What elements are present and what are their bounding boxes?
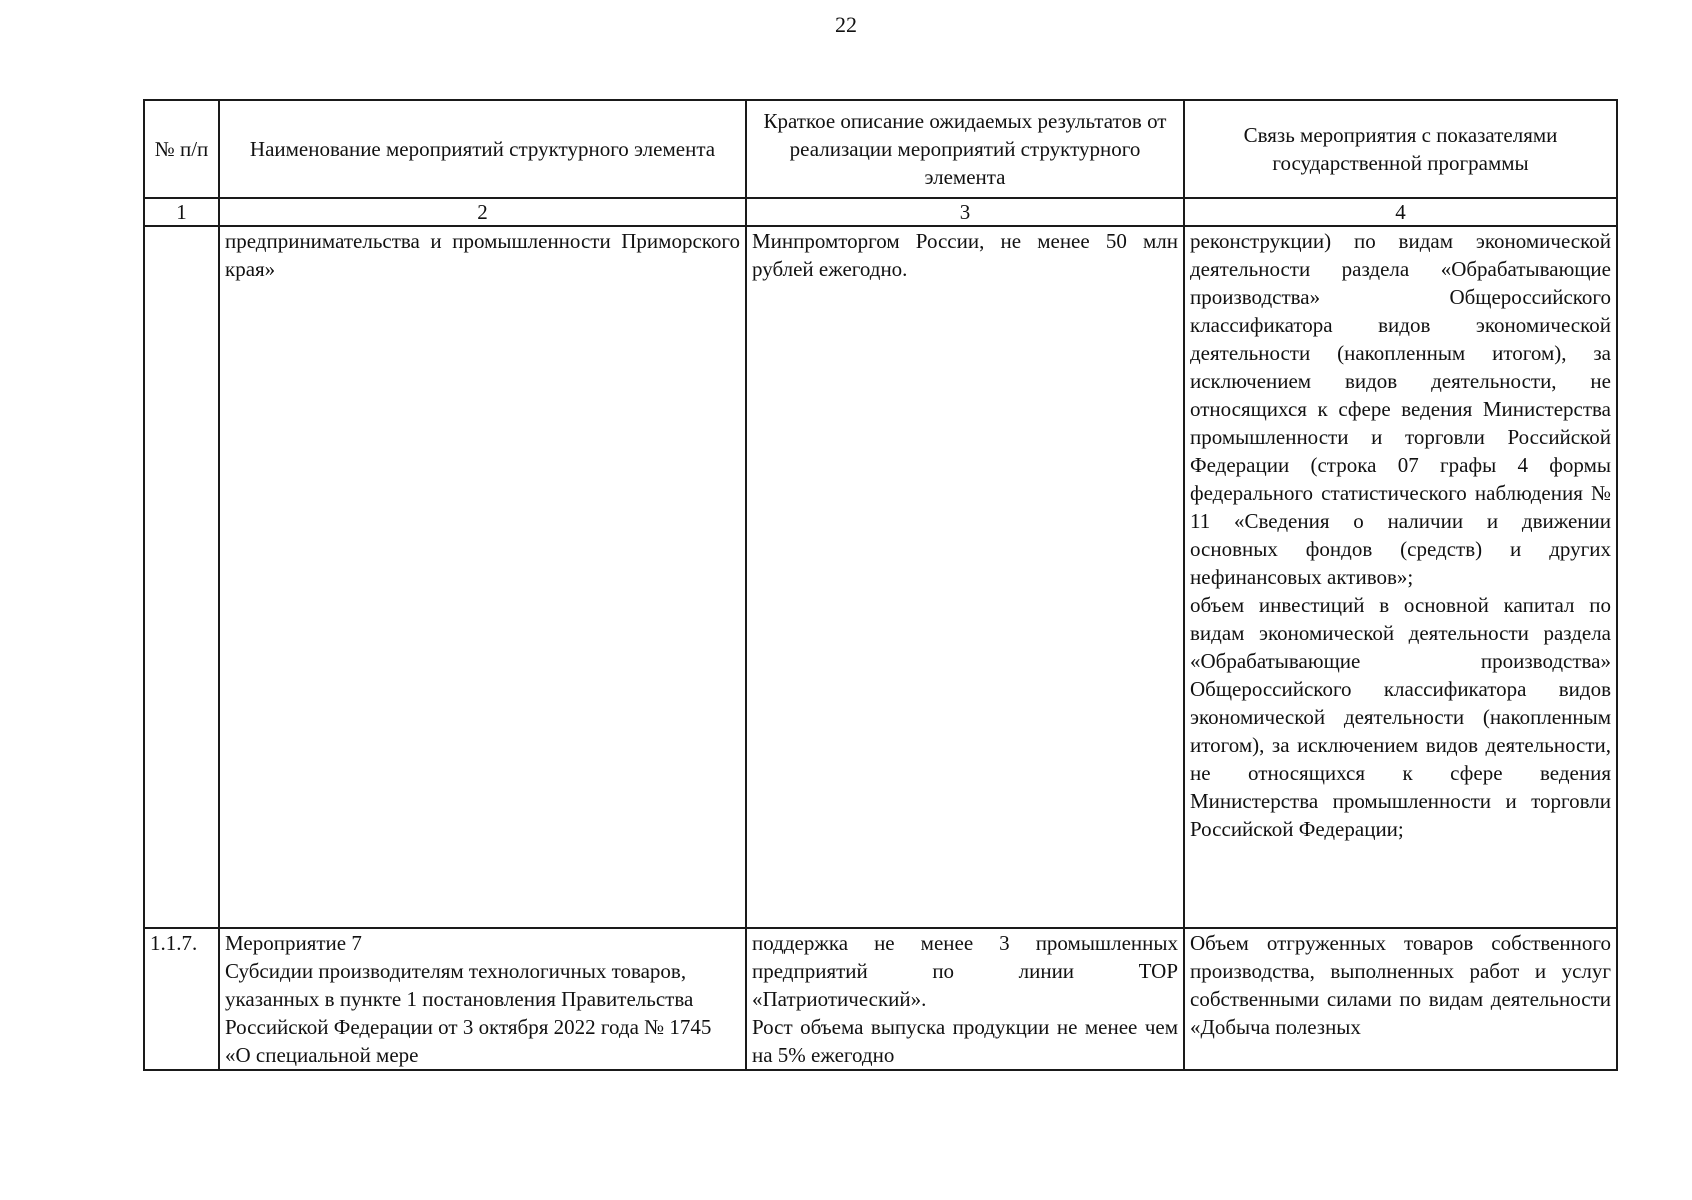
column-number: 4 [1184, 198, 1617, 226]
header-expected-results: Краткое описание ожидаемых результатов от реализации мероприятий структурного элемента [746, 100, 1184, 198]
program-table [143, 99, 1618, 1071]
row-number [144, 226, 219, 928]
header-program-indicators: Связь мероприятия с показателями государственной программы [1184, 100, 1617, 198]
result-paragraph: поддержка не менее 3 промышленных предприятий по линии ТОР «Патриотический». [752, 931, 1178, 1011]
column-number: 3 [746, 198, 1184, 226]
column-numbers-row [144, 198, 1617, 226]
header-number: № п/п [144, 100, 219, 198]
table-row [144, 226, 1617, 928]
result-paragraph: Рост объема выпуска продукции не менее чем на 5% ежегодно [752, 1015, 1178, 1067]
indicators-cell [1184, 226, 1617, 928]
column-number: 1 [144, 198, 219, 226]
row-number: 1.1.7. [144, 928, 219, 1070]
indicator-paragraph: реконструкции) по видам экономической деятельности раздела «Обрабатывающие производства» Общероссийского классификатора видов экономической деятельности (накопленным итогом), за исключением видов деятельности, не относящихся к сфере ведения Министерства промышленности и торговли Российской Федерации (строка 07 графы 4 формы федерального статистического наблюдения № 11 «Сведения о наличии и движении основных фондов (средств) и других нефинансовых активов»; [1190, 229, 1611, 589]
indicator-paragraph: объем инвестиций в основной капитал по видам экономической деятельности раздела «Обрабатывающие производства» Общероссийского классификатора видов экономической деятельности (накопленным итогом), за исключением видов деятельности, не относящихся к сфере ведения Министерства промышленности и торговли Российской Федерации; [1190, 593, 1611, 841]
table-row [144, 928, 1617, 1070]
page-number: 22 [835, 12, 857, 37]
event-name-cell: предпринимательства и промышленности Приморского края» [219, 226, 746, 928]
expected-results-cell [746, 928, 1184, 1070]
header-event-name: Наименование мероприятий структурного элемента [219, 100, 746, 198]
event-title: Мероприятие 7 [225, 931, 362, 955]
column-number: 2 [219, 198, 746, 226]
event-name-cell [219, 928, 746, 1070]
event-description: Субсидии производителям технологичных товаров, указанных в пункте 1 постановления Правительства Российской Федерации от 3 октября 2022 года № 1745 «О специальной мере [225, 959, 712, 1067]
table-header-row [144, 100, 1617, 198]
expected-results-cell: Минпромторгом России, не менее 50 млн рублей ежегодно. [746, 226, 1184, 928]
indicators-cell: Объем отгруженных товаров собственного производства, выполненных работ и услуг собственными силами по видам деятельности «Добыча полезных [1184, 928, 1617, 1070]
